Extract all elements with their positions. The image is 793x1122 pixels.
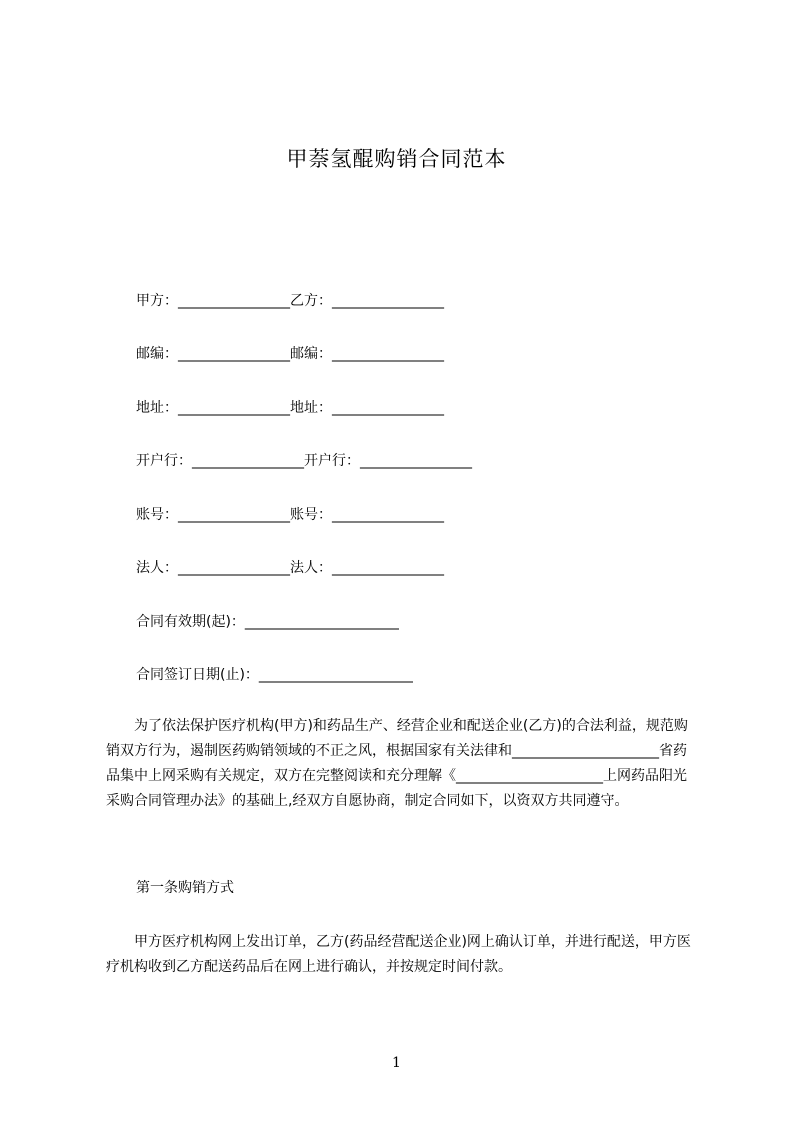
section-1-body (106, 930, 700, 980)
account-number-fields: 账号：________________账号：________________ (136, 507, 444, 523)
party-name-fields: 甲方：________________乙方：________________ (136, 293, 444, 309)
signing-date-field: 合同签订日期(止)：______________________ (136, 667, 413, 683)
intro-paragraph-text: 为了依法保护医疗机构(甲方)和药品生产、经营企业和配送企业(乙方)的合法利益，规范购销双方行为，遏制医药购销领域的不正之风，根据国家有关法律和_____________________省药品集中上网采购有关规定，双方在完整阅读和充分理解《_____________________上网药品阳光采购合同管理办法》的基础上,经双方自愿协商，制定合同如下，以资双方共同遵守。 (106, 718, 688, 809)
section-1-body-text: 甲方医疗机构网上发出订单，乙方(药品经营配送企业)网上确认订单，并进行配送，甲方医疗机构收到乙方配送药品后在网上进行确认，并按规定时间付款。 (106, 934, 691, 975)
bank-fields: 开户行：________________开户行：________________ (136, 453, 472, 469)
validity-start-field: 合同有效期(起)：______________________ (136, 614, 399, 630)
page-number: 1 (392, 1055, 401, 1071)
legal-representative-fields: 法人：________________法人：________________ (136, 560, 444, 576)
page-title: 甲萘氢醌购销合同范本 (286, 147, 507, 171)
section-1-heading: 第一条购销方式 (136, 880, 234, 896)
address-fields: 地址：________________地址：________________ (136, 400, 444, 416)
postal-code-fields: 邮编：________________邮编：________________ (136, 346, 444, 362)
intro-paragraph (106, 714, 700, 814)
